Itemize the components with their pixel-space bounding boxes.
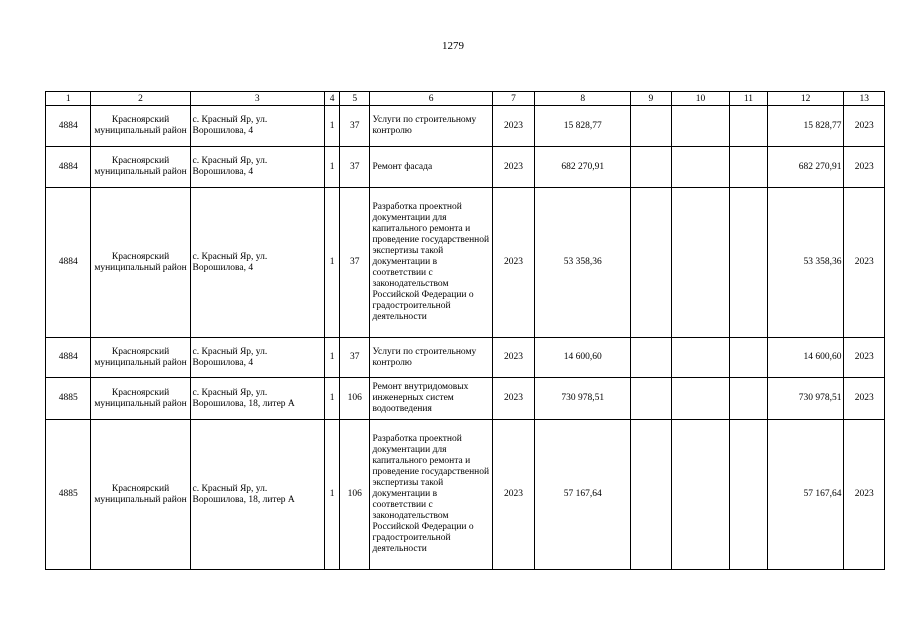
col11-value xyxy=(730,378,767,420)
col11-value xyxy=(730,420,767,570)
col10-value xyxy=(671,188,730,338)
col9-value xyxy=(631,147,671,188)
col10-value xyxy=(671,378,730,420)
work-type: Услуги по строительному контролю xyxy=(370,106,492,147)
col4-value: 1 xyxy=(324,106,339,147)
address: с. Красный Яр, ул. Ворошилова, 4 xyxy=(190,188,324,338)
column-number: 13 xyxy=(844,92,885,106)
year: 2023 xyxy=(492,420,534,570)
municipality: Красноярский муниципальный район xyxy=(91,106,190,147)
col4-value: 1 xyxy=(324,420,339,570)
table-row xyxy=(46,188,885,338)
column-number: 12 xyxy=(767,92,844,106)
col4-value: 1 xyxy=(324,378,339,420)
end-year: 2023 xyxy=(844,338,885,378)
col4-value: 1 xyxy=(324,147,339,188)
municipality: Красноярский муниципальный район xyxy=(91,338,190,378)
col5-value: 37 xyxy=(340,147,370,188)
table-row xyxy=(46,338,885,378)
end-year: 2023 xyxy=(844,106,885,147)
column-number: 10 xyxy=(671,92,730,106)
col4-value: 1 xyxy=(324,338,339,378)
object-id: 4885 xyxy=(46,378,91,420)
work-type: Ремонт внутридомовых инженерных систем водоотведения xyxy=(370,378,492,420)
column-number: 8 xyxy=(535,92,631,106)
end-year: 2023 xyxy=(844,188,885,338)
total: 730 978,51 xyxy=(767,378,844,420)
object-id: 4884 xyxy=(46,338,91,378)
amount: 15 828,77 xyxy=(535,106,631,147)
col5-value: 106 xyxy=(340,378,370,420)
column-number: 6 xyxy=(370,92,492,106)
column-number: 5 xyxy=(340,92,370,106)
year: 2023 xyxy=(492,147,534,188)
col5-value: 37 xyxy=(340,106,370,147)
col11-value xyxy=(730,106,767,147)
page-number: 1279 xyxy=(442,40,464,52)
col9-value xyxy=(631,378,671,420)
col10-value xyxy=(671,106,730,147)
col10-value xyxy=(671,147,730,188)
object-id: 4884 xyxy=(46,147,91,188)
amount: 14 600,60 xyxy=(535,338,631,378)
col5-value: 37 xyxy=(340,188,370,338)
amount: 730 978,51 xyxy=(535,378,631,420)
municipality: Красноярский муниципальный район xyxy=(91,420,190,570)
year: 2023 xyxy=(492,338,534,378)
registry-table xyxy=(45,91,885,570)
table-row xyxy=(46,420,885,570)
address: с. Красный Яр, ул. Ворошилова, 4 xyxy=(190,106,324,147)
year: 2023 xyxy=(492,106,534,147)
total: 682 270,91 xyxy=(767,147,844,188)
address: с. Красный Яр, ул. Ворошилова, 4 xyxy=(190,338,324,378)
col9-value xyxy=(631,106,671,147)
amount: 57 167,64 xyxy=(535,420,631,570)
col10-value xyxy=(671,338,730,378)
end-year: 2023 xyxy=(844,420,885,570)
column-number: 9 xyxy=(631,92,671,106)
column-number: 11 xyxy=(730,92,767,106)
col10-value xyxy=(671,420,730,570)
municipality: Красноярский муниципальный район xyxy=(91,147,190,188)
year: 2023 xyxy=(492,188,534,338)
column-number: 3 xyxy=(190,92,324,106)
work-type: Разработка проектной документации для капитального ремонта и проведение государственной экспертизы такой документации в соответствии с законодательством Российской Федерации о градостроительной деятельности xyxy=(370,188,492,338)
col11-value xyxy=(730,338,767,378)
municipality: Красноярский муниципальный район xyxy=(91,188,190,338)
object-id: 4884 xyxy=(46,188,91,338)
work-type: Разработка проектной документации для капитального ремонта и проведение государственной экспертизы такой документации в соответствии с законодательством Российской Федерации о градостроительной деятельности xyxy=(370,420,492,570)
address: с. Красный Яр, ул. Ворошилова, 18, литер А xyxy=(190,378,324,420)
address: с. Красный Яр, ул. Ворошилова, 18, литер А xyxy=(190,420,324,570)
column-number: 2 xyxy=(91,92,190,106)
col5-value: 37 xyxy=(340,338,370,378)
table-row xyxy=(46,378,885,420)
col9-value xyxy=(631,420,671,570)
work-type: Услуги по строительному контролю xyxy=(370,338,492,378)
amount: 682 270,91 xyxy=(535,147,631,188)
column-number: 1 xyxy=(46,92,91,106)
year: 2023 xyxy=(492,378,534,420)
total: 53 358,36 xyxy=(767,188,844,338)
total: 14 600,60 xyxy=(767,338,844,378)
col4-value: 1 xyxy=(324,188,339,338)
column-number: 4 xyxy=(324,92,339,106)
object-id: 4885 xyxy=(46,420,91,570)
municipality: Красноярский муниципальный район xyxy=(91,378,190,420)
col5-value: 106 xyxy=(340,420,370,570)
object-id: 4884 xyxy=(46,106,91,147)
table-row xyxy=(46,147,885,188)
col9-value xyxy=(631,338,671,378)
amount: 53 358,36 xyxy=(535,188,631,338)
table-row xyxy=(46,106,885,147)
total: 57 167,64 xyxy=(767,420,844,570)
end-year: 2023 xyxy=(844,378,885,420)
col9-value xyxy=(631,188,671,338)
work-type: Ремонт фасада xyxy=(370,147,492,188)
end-year: 2023 xyxy=(844,147,885,188)
column-number: 7 xyxy=(492,92,534,106)
total: 15 828,77 xyxy=(767,106,844,147)
address: с. Красный Яр, ул. Ворошилова, 4 xyxy=(190,147,324,188)
column-number-row xyxy=(46,92,885,106)
col11-value xyxy=(730,188,767,338)
col11-value xyxy=(730,147,767,188)
